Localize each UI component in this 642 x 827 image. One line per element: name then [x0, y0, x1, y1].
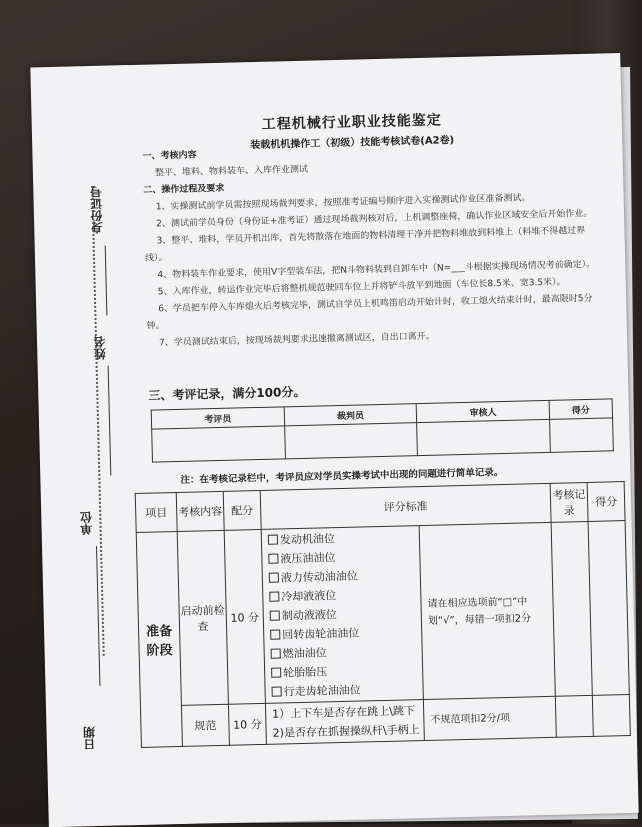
header-referee: 裁判员	[284, 404, 417, 426]
check-item-hydraulic-oil[interactable]: 液压油油位	[268, 546, 418, 569]
exam-subtitle: 装载机机操作工（初级）技能考核试卷(A2卷)	[250, 135, 455, 152]
col-content: 考核内容	[176, 491, 224, 531]
date-label: 日期	[82, 726, 98, 751]
instruction-5: 5、入库作业，转运作业完毕后将整机规范驶回车位上并将铲斗放平到地面（车位长8.5米、宽3.5米）。	[157, 277, 566, 298]
checkbox-icon[interactable]	[271, 668, 281, 678]
content-startup-check: 启动前检查	[177, 530, 228, 705]
content-conduct: 规范	[181, 704, 229, 746]
unit-label: 单位	[79, 511, 94, 536]
id-number-label: 身份证号	[89, 185, 105, 235]
conduct-items	[265, 700, 424, 745]
name-label: 姓名	[92, 335, 108, 360]
instruction-3: 3、整平、堆料，学员开机出库，首先将散落在地面的物料清理干净并把物料堆放到料堆上（料堆不得越过界线）。	[144, 225, 586, 264]
points-conduct: 10 分	[228, 703, 266, 745]
col-score: 得分	[587, 482, 625, 522]
section-1-text: 整平、堆料、物料装车、入库作业测试	[154, 164, 309, 179]
conduct-item-2: 2)是否存在抓握操纵杆\手柄上	[272, 723, 420, 740]
section-1-heading: 一、考核内容	[142, 150, 197, 162]
check-item-travel-gear-oil[interactable]: 行走齿轮油油位	[271, 679, 421, 702]
checkbox-icon[interactable]	[268, 535, 278, 545]
instruction-7: 7、学员测试结束后，按现场裁判要求迅速撤离测试区，自出口离开。	[158, 331, 435, 349]
id-line	[105, 246, 108, 316]
examiner-cell[interactable]	[152, 426, 285, 462]
checkbox-icon[interactable]	[272, 686, 282, 696]
instruction-6: 6、学员把车停入车库熄火后考核完毕，测试自学员上机鸣笛启动开始计时，收工熄火结束计时，最高限时5分钟。	[146, 293, 593, 332]
exam-title: 工程机械行业职业技能鉴定	[261, 112, 442, 133]
header-score: 得分	[549, 399, 612, 420]
signature-table	[151, 398, 614, 462]
col-record: 考核记录	[550, 482, 588, 522]
check-item-engine-oil[interactable]: 发动机油位	[268, 527, 418, 550]
check-item-coolant[interactable]: 冷却液液位	[269, 584, 419, 607]
rule-conduct: 不规范项扣2分/项	[423, 696, 556, 740]
score-cell[interactable]	[550, 418, 614, 453]
checkbox-icon[interactable]	[268, 554, 278, 564]
instruction-4: 4、物料装车作业要求，使用V字型装车法，把N斗物料装到自卸车中（N=___斗根据实操现场情况考前确定）。	[157, 259, 596, 281]
checkbox-icon[interactable]	[269, 573, 279, 583]
check-item-fuel[interactable]: 燃油油位	[270, 641, 420, 664]
instruction-1: 1、实操测试前学员需按照现场裁判要求，按照准考证编号顺序进入实操测试作业区准备测试。	[155, 193, 531, 213]
rule-startup-check: 请在相应选项前“□”中划“√”，每错一项扣2分	[419, 522, 555, 699]
checkbox-icon[interactable]	[270, 630, 280, 640]
header-reviewer: 审核人	[416, 400, 549, 422]
check-item-swing-gear-oil[interactable]: 回转齿轮油油位	[270, 622, 420, 645]
section-3-heading: 三、考评记录，满分100分。	[148, 384, 306, 403]
points-startup-check: 10 分	[224, 529, 265, 704]
checkbox-icon[interactable]	[269, 592, 279, 602]
record-startup-check[interactable]	[551, 521, 592, 696]
grading-table	[135, 481, 631, 748]
checkbox-icon[interactable]	[270, 611, 280, 621]
record-conduct[interactable]	[555, 695, 593, 737]
col-project: 项目	[135, 493, 177, 533]
exam-instructions	[142, 137, 607, 352]
check-item-brake-fluid[interactable]: 制动液液位	[270, 603, 420, 626]
table-note: 注：在考核记录栏中，考评员应对学员实操考试中出现的问题进行简单记录。	[180, 467, 504, 486]
section-2-heading: 二、操作过程及要求	[143, 183, 225, 196]
check-item-transmission-oil[interactable]: 液力传动油油位	[269, 565, 419, 588]
check-item-tire-pressure[interactable]: 轮胎胎压	[271, 660, 421, 683]
referee-cell[interactable]	[284, 423, 417, 459]
col-criteria: 评分标准	[260, 483, 551, 529]
reviewer-cell[interactable]	[417, 419, 550, 455]
checkbox-icon[interactable]	[271, 649, 281, 659]
col-points: 配分	[223, 490, 261, 530]
instruction-2: 2、测试前学员身份（身份证+准考证）通过现场裁判核对后，上机调整座椅，确认作业区域安全后开始作业。	[156, 208, 593, 230]
name-line	[108, 366, 112, 476]
score-conduct[interactable]	[592, 695, 630, 737]
checklist-cell	[261, 526, 423, 704]
stage-cell: 准备阶段	[136, 531, 182, 747]
score-startup-check[interactable]	[588, 521, 629, 696]
conduct-item-1: 1）上下车是否存在跳上\跳下	[272, 704, 416, 721]
header-examiner: 考评员	[151, 407, 284, 429]
exam-paper	[30, 53, 638, 827]
